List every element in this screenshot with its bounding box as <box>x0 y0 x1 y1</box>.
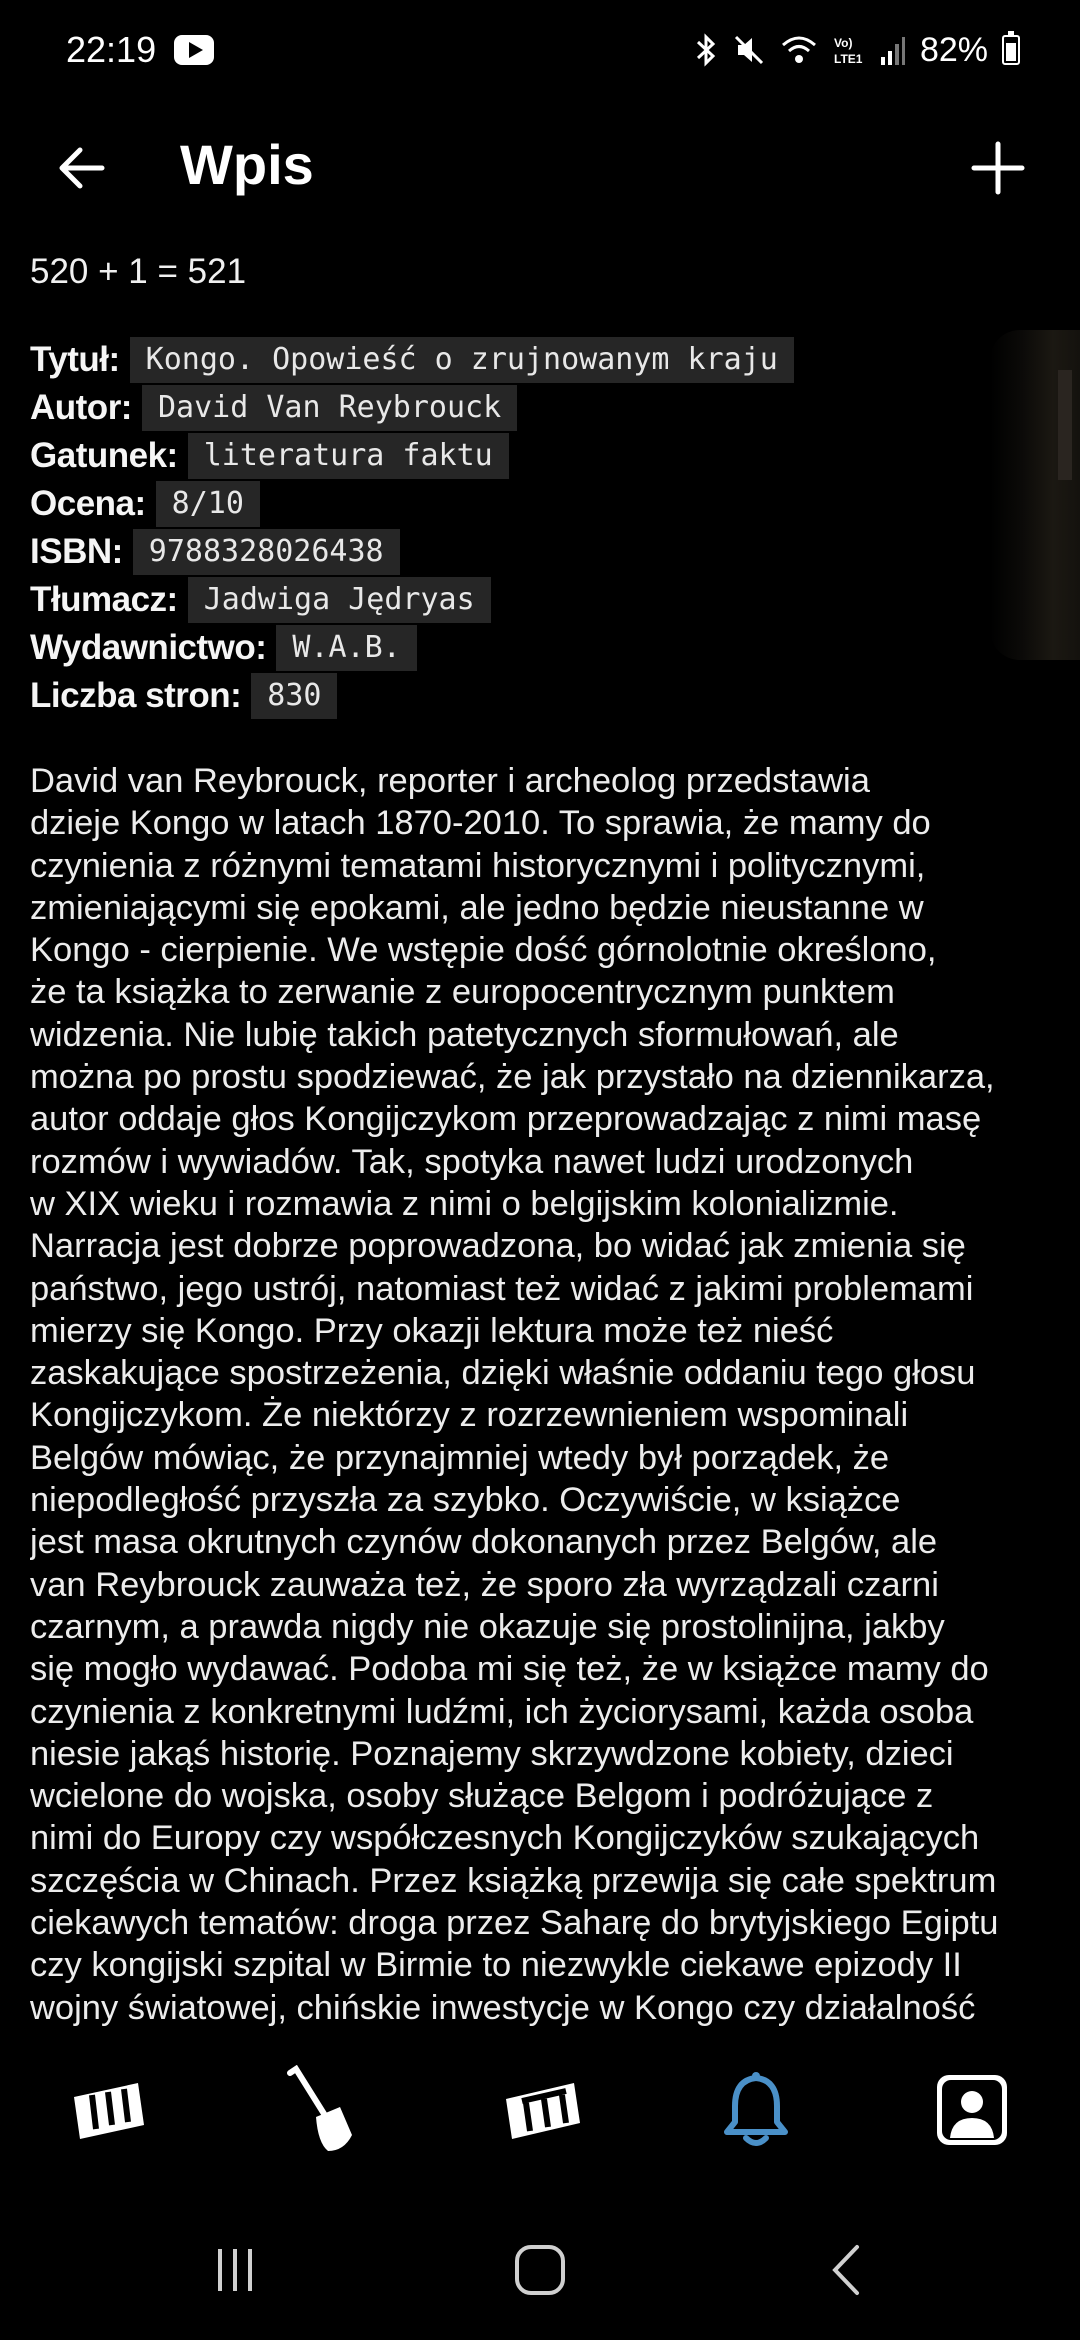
meta-label: Autor: <box>30 388 132 427</box>
meta-value: W.A.B. <box>276 625 416 671</box>
m-logo-icon <box>500 2075 584 2145</box>
bell-icon <box>721 2070 791 2150</box>
svg-text:Vo): Vo) <box>833 36 853 50</box>
meta-value: literatura faktu <box>188 433 509 479</box>
home-icon <box>513 2243 567 2297</box>
meta-list <box>30 336 1050 720</box>
meta-row-author <box>30 384 1050 432</box>
meta-value: 830 <box>251 673 337 719</box>
app-bar <box>0 110 1080 220</box>
home-button[interactable] <box>505 2240 575 2300</box>
meta-label: Ocena: <box>30 484 146 523</box>
system-nav <box>0 2195 1080 2340</box>
entry-body-text: David van Reybrouck, reporter i archeolog przedstawia dzieje Kongo w latach 1870-2010. To sprawia, że mamy do czynienia z różnymi tematami historycznymi i politycznymi, zmieniającymi się epokami, ale jedno będzie nieustanne w Kongo - cierpienie. We wstępie dość górnolotnie określono, że ta książka to zerwanie z europocentrycznym punktem widzenia. Nie lubię takich patetycznych sformułowań, ale można po prostu spodziewać, że jak przystało na dziennikarza, autor oddaje głos Kongijczykom przeprowadzając z nimi masę rozmów i wywiadów. Tak, spotyka nawet ludzi urodzonych w XIX wieku i rozmawia z nimi o belgijskim kolonializmie. Narracja jest dobrze poprowadzona, bo widać jak zmienia się państwo, jego ustrój, natomiast też widać z jakimi problemami mierzy się Kongo. Przy okazji lektura może też nieść zaskakujące spostrzeżenia, dzięki właśnie oddaniu tego głosu Kongijczykom. Że niektórzy z rozrzewnieniem wspominali Belgów mówiąc, że przynajmniej wtedy był porządek, że niepodległość przyszła za szybko. Oczywiście, w książce jest masa okrutnych czynów dokonanych przez Belgów, ale van Reybrouck zauważa też, że sporo zła wyrządzali czarni czarnym, a prawda nigdy nie okazuje się prostolinijna, jakby się mogło wydawać. Podoba mi się też, że w książce mamy do czynienia z konkretnymi ludźmi, ich życiorysami, każda osoba niesie jakąś historię. Poznajemy skrzywdzone kobiety, dzieci wcielone do wojska, osoby służące Belgom i podróżujące z nimi do Europy czy współczesnych Kongijczyków szukających szczęścia w Chinach. Przez książką przewija się całe spektrum ciekawych tematów: droga przez Saharę do brytyjskiego Egiptu czy kongijski szpital w Birmie to niezwykle ciekawe epizody II wojny światowej, chińskie inwestycje w Kongo czy działalność <box>30 762 999 2027</box>
meta-value: 8/10 <box>156 481 260 527</box>
battery-icon <box>1002 35 1020 65</box>
entry-content[interactable] <box>30 252 1050 2032</box>
profile-icon <box>934 2072 1010 2148</box>
volte-icon <box>832 33 866 67</box>
arrow-left-icon[interactable] <box>52 138 112 198</box>
meta-value: Jadwiga Jędryas <box>188 577 491 623</box>
battery-percent: 82% <box>919 30 988 69</box>
back-icon <box>825 2243 865 2297</box>
meta-value: 9788328026438 <box>133 529 400 575</box>
system-back-button[interactable] <box>810 2240 880 2300</box>
status-bar <box>0 0 1080 100</box>
meta-label: Gatunek: <box>30 436 178 475</box>
entry-formula: 520 + 1 = 521 <box>30 252 247 291</box>
nav-shovel[interactable] <box>262 2050 382 2170</box>
meta-row-pages <box>30 672 1050 720</box>
nav-notifications[interactable] <box>696 2050 816 2170</box>
meta-label: Tytuł: <box>30 340 120 379</box>
mute-icon <box>732 33 766 67</box>
meta-row-genre <box>30 432 1050 480</box>
meta-value: David Van Reybrouck <box>142 385 517 431</box>
meta-label: ISBN: <box>30 532 123 571</box>
nav-w-logo[interactable] <box>48 2050 168 2170</box>
bluetooth-icon <box>694 33 718 67</box>
meta-label: Tłumacz: <box>30 580 178 619</box>
page-title: Wpis <box>180 133 314 196</box>
nav-m-logo[interactable] <box>482 2050 602 2170</box>
meta-row-title <box>30 336 1050 384</box>
svg-text:LTE1: LTE1 <box>833 52 863 66</box>
youtube-icon <box>174 35 214 65</box>
meta-label: Wydawnictwo: <box>30 628 267 667</box>
meta-value: Kongo. Opowieść o zrujnowanym kraju <box>130 337 794 383</box>
recent-apps-button[interactable] <box>200 2240 270 2300</box>
meta-row-publisher <box>30 624 1050 672</box>
signal-icon <box>880 33 906 67</box>
status-time: 22:19 <box>66 29 157 70</box>
wifi-icon <box>780 33 818 67</box>
meta-row-rating <box>30 480 1050 528</box>
w-logo-icon <box>68 2075 148 2145</box>
meta-row-isbn <box>30 528 1050 576</box>
recent-apps-icon <box>210 2245 260 2295</box>
nav-profile[interactable] <box>912 2050 1032 2170</box>
shovel-icon <box>282 2065 362 2155</box>
meta-row-translator <box>30 576 1050 624</box>
plus-icon[interactable] <box>968 138 1028 198</box>
meta-label: Liczba stron: <box>30 676 242 715</box>
